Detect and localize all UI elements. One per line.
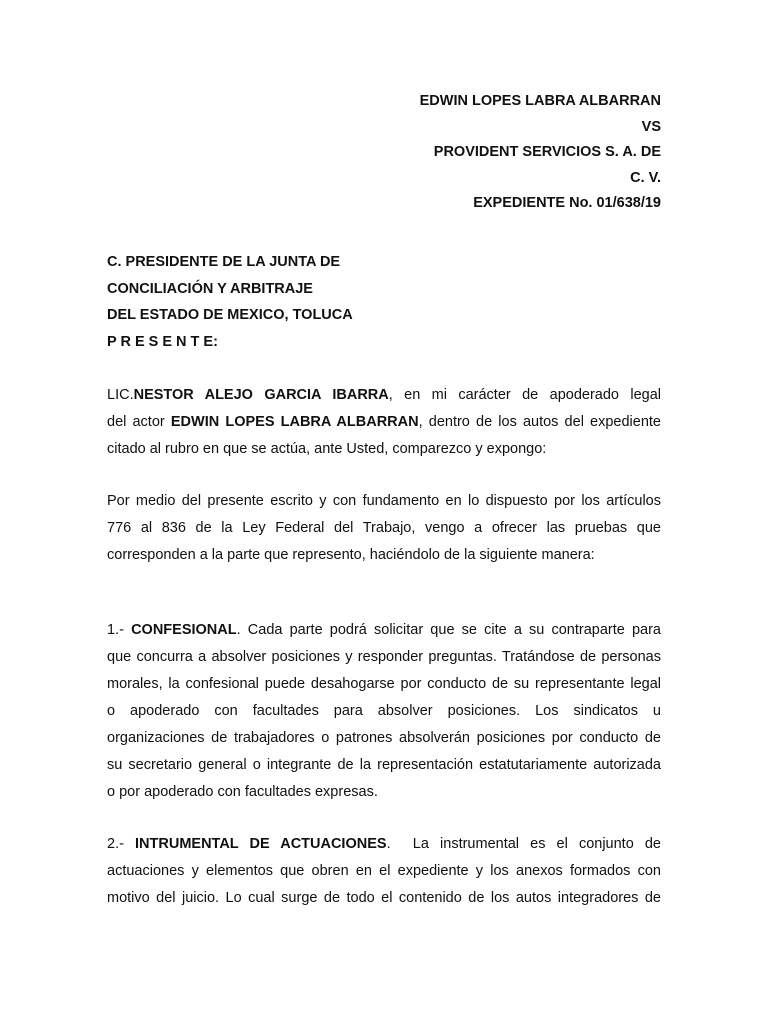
evidence-instrumental <box>107 831 661 912</box>
instrumental-number: 2.- <box>107 836 136 852</box>
confesional-line-7: o por apoderado con facultades expresas. <box>107 784 378 800</box>
confesional-line-2: que concurra a absolver posiciones y responder preguntas. Tratándose de personas <box>107 649 661 665</box>
addressee-present: P R E S E N T E: <box>107 333 218 350</box>
instrumental-title: INTRUMENTAL DE ACTUACIONES <box>135 836 387 852</box>
confesional-line-5: organizaciones de trabajadores o patrones absolverán posiciones por conducto de <box>107 730 661 746</box>
lawyer-name: NESTOR ALEJO GARCIA IBARRA <box>133 387 389 403</box>
instrumental-line-2: actuaciones y elementos que obren en el expediente y los anexos formados con <box>107 863 661 879</box>
confesional-number: 1.- <box>107 622 132 638</box>
case-header <box>420 89 661 217</box>
basis-line-3: corresponden a la parte que represento, haciéndolo de la siguiente manera: <box>107 547 595 563</box>
case-header-defendant-suffix: C. V. <box>630 169 661 186</box>
basis-paragraph <box>107 488 661 569</box>
confesional-line-1 <box>107 617 661 644</box>
addressee-line-1: C. PRESIDENTE DE LA JUNTA DE <box>107 254 341 270</box>
instrumental-text-1: . La instrumental es el conjunto de <box>386 836 661 852</box>
instrumental-line-1 <box>107 831 661 858</box>
case-header-vs: VS <box>641 118 661 135</box>
case-header-actor: EDWIN LOPES LABRA ALBARRAN <box>419 93 661 109</box>
intro-text-1: , en mi carácter de apoderado legal <box>388 387 661 403</box>
intro-line-1 <box>107 382 661 409</box>
confesional-line-3: morales, la confesional puede desahogarse por conducto de su representante legal <box>107 676 661 692</box>
addressee-line-3: DEL ESTADO DE MEXICO, TOLUCA <box>107 307 353 323</box>
intro-paragraph <box>107 382 661 463</box>
addressee-line-2: CONCILIACIÓN Y ARBITRAJE <box>107 280 313 297</box>
instrumental-line-3: motivo del juicio. Lo cual surge de todo el contenido de los autos integradores de <box>107 890 661 906</box>
case-header-defendant: PROVIDENT SERVICIOS S. A. DE <box>433 144 661 160</box>
intro-line-2 <box>107 409 661 436</box>
intro-text-2: del actor <box>107 414 171 430</box>
basis-line-2: 776 al 836 de la Ley Federal del Trabajo, vengo a ofrecer las pruebas que <box>107 520 661 536</box>
confesional-title: CONFESIONAL <box>131 622 237 638</box>
intro-prefix: LIC. <box>107 387 134 403</box>
actor-name: EDWIN LOPES LABRA ALBARRAN <box>170 414 419 430</box>
confesional-text-1: . Cada parte podrá solicitar que se cite a su contraparte para <box>236 622 661 638</box>
addressee-block <box>107 249 353 355</box>
evidence-confesional <box>107 617 661 806</box>
intro-line-3: citado al rubro en que se actúa, ante Usted, comparezco y expongo: <box>107 441 547 457</box>
intro-text-3: , dentro de los autos del expediente <box>418 414 661 430</box>
basis-line-1: Por medio del presente escrito y con fundamento en lo dispuesto por los artículos <box>107 493 661 509</box>
case-header-file-number: EXPEDIENTE No. 01/638/19 <box>473 195 661 211</box>
confesional-line-6: su secretario general o integrante de la representación estatutariamente autorizada <box>107 757 661 773</box>
confesional-line-4: o apoderado con facultades para absolver posiciones. Los sindicatos u <box>107 703 661 719</box>
